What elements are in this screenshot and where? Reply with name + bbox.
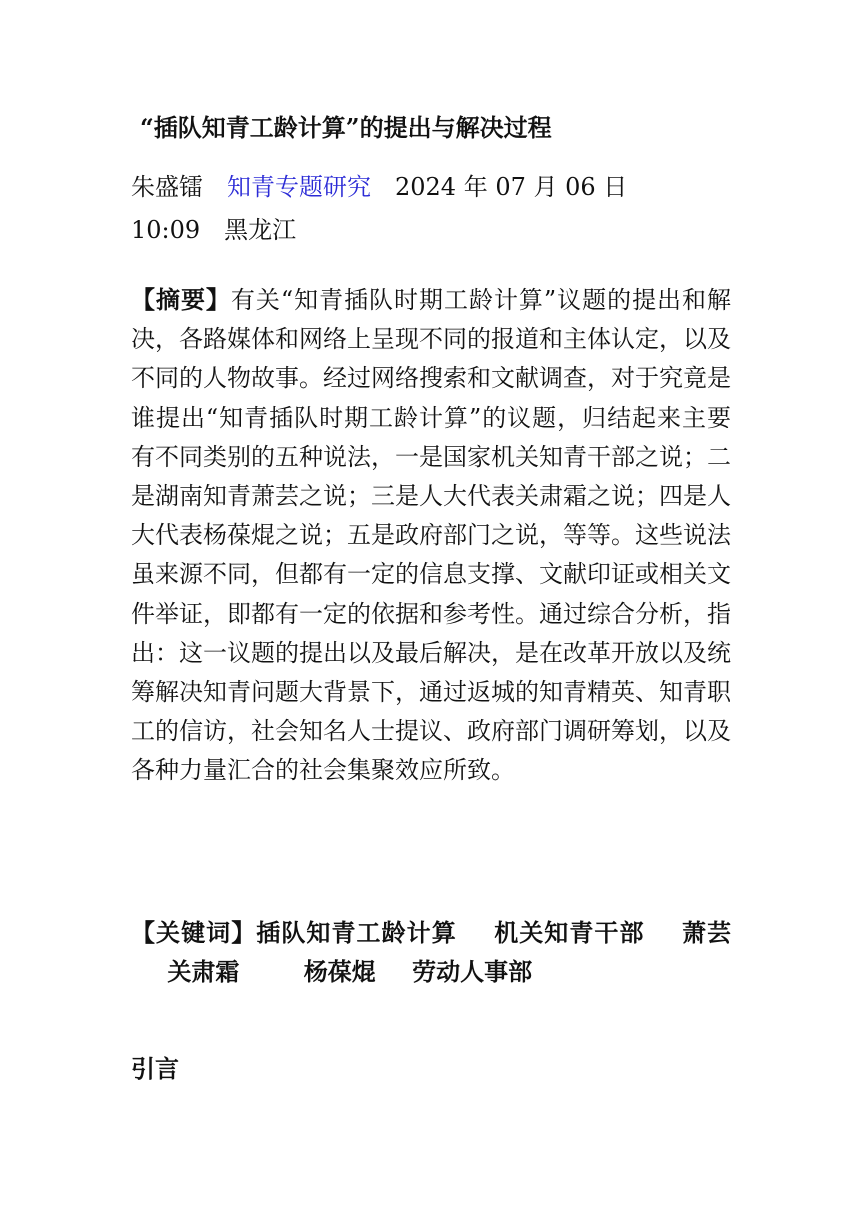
publish-date: 2024 年 07 月 06 日 [395,173,628,201]
publish-time: 10:09 [131,216,201,244]
abstract-text: 有关“知青插队时期工龄计算”议题的提出和解决，各路媒体和网络上呈现不同的报道和主体认定，以及不同的人物故事。经过网络搜索和文献调查，对于究竟是谁提出“知青插队时期工龄计算”的议题，归结起来主要有不同类别的五种说法，一是国家机关知青干部之说；二是湖南知青萧芸之说；三是人大代表关肃霜之说；四是人大代表杨葆焜之说；五是政府部门之说，等等。这些说法虽来源不同，但都有一定的信息支撑、文献印证或相关文件举证，即都有一定的依据和参考性。通过综合分析，指出：这一议题的提出以及最后解决，是在改革开放以及统筹解决知青问题大背景下，通过返城的知青精英、知青职工的信访，社会知名人士提议、政府部门调研筹划，以及各种力量汇合的社会集聚效应所致。 [131,286,732,785]
abstract-paragraph [131,280,731,791]
keyword-item: 杨葆焜 [303,957,376,986]
section-heading: 引言 [131,1054,179,1083]
author-name: 朱盛镭 [131,173,203,201]
article-title: “插队知青工龄计算”的提出与解决过程 [140,113,552,142]
keyword-item: 劳动人事部 [412,957,533,986]
keywords-paragraph [131,913,731,991]
keyword-item: 萧芸 [681,918,732,947]
location: 黑龙江 [224,216,297,244]
abstract-label: 【摘要】 [131,285,231,314]
keywords-label: 【关键词】 [131,918,257,947]
keyword-item: 机关知青干部 [494,918,645,947]
keyword-item: 关肃霜 [167,957,240,986]
article-meta [131,166,731,252]
column-link[interactable]: 知青专题研究 [227,173,371,201]
keyword-item: 插队知青工龄计算 [256,918,457,947]
